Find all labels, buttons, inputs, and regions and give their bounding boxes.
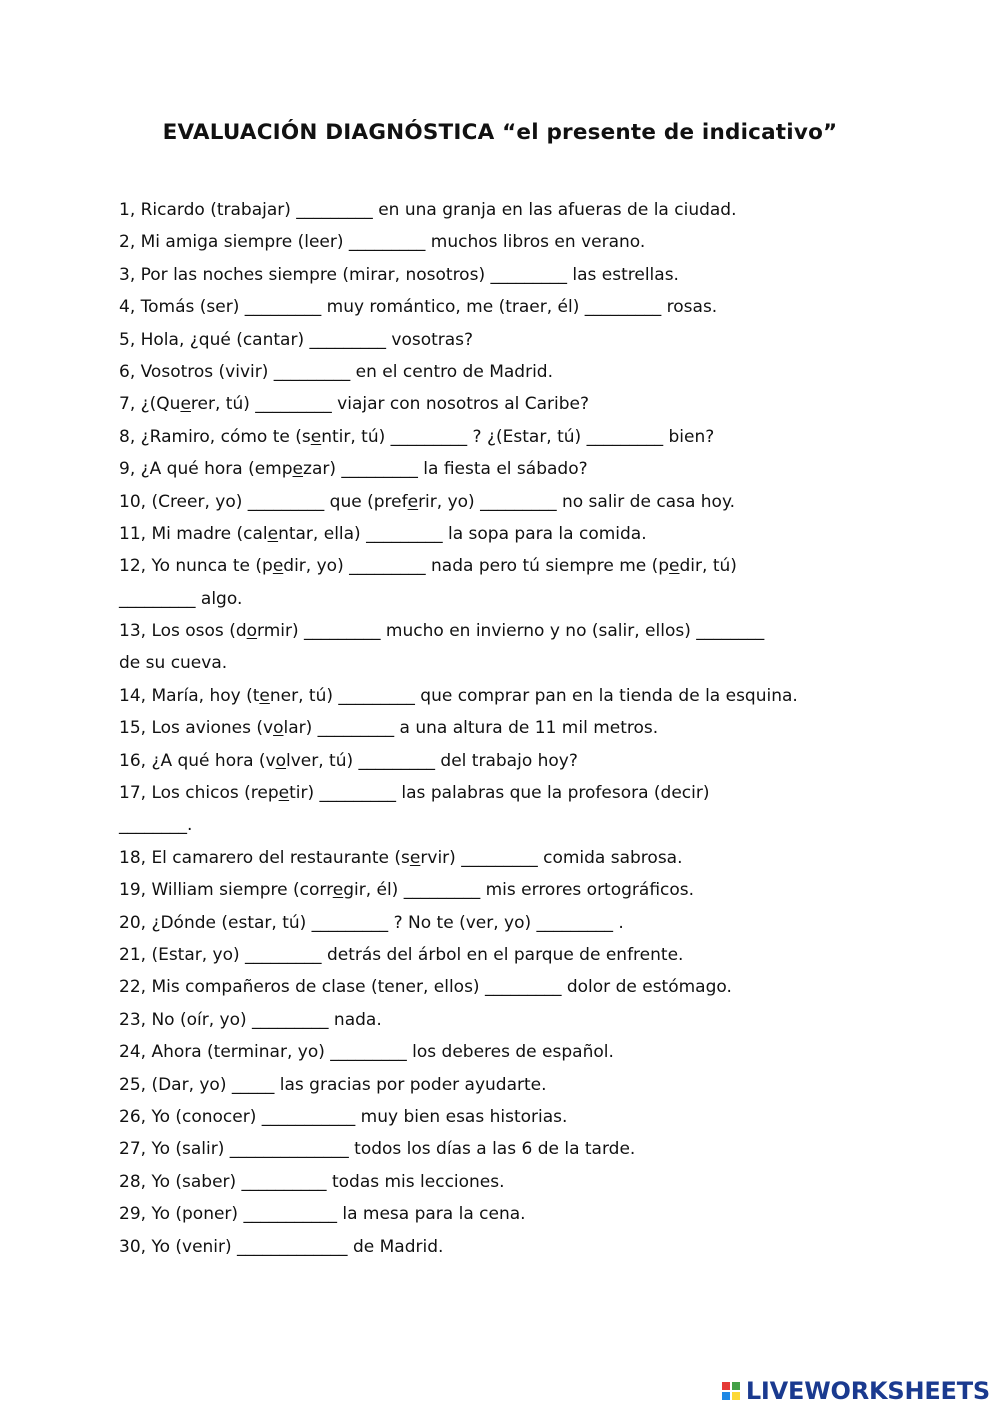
exercise-line — [119, 453, 919, 485]
exercise-text: 14, María, hoy (t — [119, 685, 260, 706]
exercise-text: 30, Yo (venir) _____________ de Madrid. — [119, 1236, 444, 1257]
exercise-text: zar) _________ la fiesta el sábado? — [303, 459, 588, 480]
exercise-text: ntir, tú) _________ ? ¿(Estar, tú) _________ bien? — [321, 426, 715, 447]
exercise-text: tir) _________ las palabras que la profesora (decir) — [289, 783, 710, 804]
exercise-text: 16, ¿A qué hora (v — [119, 750, 276, 771]
exercise-text: 23, No (oír, yo) _________ nada. — [119, 1009, 382, 1030]
exercise-text: 1, Ricardo (trabajar) _________ en una granja en las afueras de la ciudad. — [119, 200, 737, 220]
exercise-text: _________ algo. — [119, 588, 243, 609]
exercise-text: 9, ¿A qué hora (emp — [119, 459, 293, 480]
exercise-text: gir, él) _________ mis errores ortográficos. — [343, 880, 695, 901]
exercise-text: 3, Por las noches siempre (mirar, nosotros) _________ las estrellas. — [119, 264, 679, 285]
exercise-line — [119, 421, 919, 453]
exercise-text: lar) _________ a una altura de 11 mil metros. — [283, 718, 659, 739]
stressed-vowel: o — [273, 718, 284, 739]
exercise-text: rvir) _________ comida sabrosa. — [420, 847, 683, 868]
exercise-line — [119, 550, 919, 582]
stressed-vowel: o — [275, 750, 287, 771]
exercise-line — [119, 615, 919, 647]
stressed-vowel: e — [278, 783, 290, 804]
exercise-text: dir, yo) _________ nada pero tú siempre me (p — [283, 556, 670, 577]
exercise-text: 12, Yo nunca te (p — [119, 556, 273, 577]
exercise-text: 10, (Creer, yo) _________ que (pref — [119, 491, 408, 512]
exercise-line — [119, 259, 919, 291]
exercise-line — [119, 1036, 919, 1068]
exercise-text: ntar, ella) _________ la sopa para la comida. — [278, 523, 647, 544]
exercise-text: ner, tú) _________ que comprar pan en la tienda de la esquina. — [269, 685, 798, 706]
logo-square — [722, 1382, 730, 1390]
stressed-vowel: e — [180, 394, 191, 415]
exercise-line — [119, 1198, 919, 1230]
exercise-line — [119, 777, 919, 809]
exercise-line — [119, 388, 919, 420]
exercise-line — [119, 1069, 919, 1101]
exercise-text: 21, (Estar, yo) _________ detrás del árbol en el parque de enfrente. — [119, 944, 684, 965]
exercise-line — [119, 1133, 919, 1165]
exercise-text: rmir) _________ mucho en invierno y no (salir, ellos) ________ — [257, 621, 765, 642]
exercise-text: 29, Yo (poner) ___________ la mesa para la cena. — [119, 1204, 526, 1225]
exercise-text: lver, tú) _________ del trabajo hoy? — [286, 750, 578, 771]
exercise-text: 18, El camarero del restaurante (s — [119, 847, 410, 868]
stressed-vowel: e — [259, 685, 270, 706]
exercise-text: 5, Hola, ¿qué (cantar) _________ vosotras? — [119, 329, 474, 350]
exercise-line — [119, 712, 919, 744]
exercise-line — [119, 1166, 919, 1198]
logo-square — [722, 1392, 730, 1400]
logo-icon — [722, 1382, 740, 1400]
exercise-text: 17, Los chicos (rep — [119, 783, 279, 804]
exercise-text: de su cueva. — [119, 653, 228, 674]
exercise-line — [119, 518, 919, 550]
exercise-text: ________. — [119, 815, 193, 836]
exercise-text: 8, ¿Ramiro, cómo te (s — [119, 426, 311, 447]
liveworksheets-logo — [722, 1377, 990, 1405]
worksheet-title: EVALUACIÓN DIAGNÓSTICA “el presente de indicativo” — [162, 120, 838, 145]
exercise-text: 4, Tomás (ser) _________ muy romántico, me (traer, él) _________ rosas. — [119, 297, 718, 318]
exercise-line — [119, 291, 919, 323]
exercise-text: rer, tú) _________ viajar con nosotros al Caribe? — [190, 394, 590, 415]
exercise-text: 28, Yo (saber) __________ todas mis lecciones. — [119, 1171, 505, 1192]
stressed-vowel: e — [669, 556, 680, 577]
stressed-vowel: o — [246, 621, 258, 642]
exercise-line — [119, 874, 919, 906]
exercise-line — [119, 583, 919, 615]
exercise-text: 6, Vosotros (vivir) _________ en el centro de Madrid. — [119, 361, 553, 382]
exercise-text: 11, Mi madre (cal — [119, 523, 268, 544]
exercise-line — [119, 356, 919, 388]
stressed-vowel: e — [310, 426, 322, 447]
exercise-line — [119, 939, 919, 971]
brand-name: LIVEWORKSHEETS — [745, 1377, 990, 1405]
exercise-line — [119, 680, 919, 712]
stressed-vowel: e — [292, 459, 304, 480]
exercise-line — [119, 907, 919, 939]
stressed-vowel: e — [332, 880, 344, 901]
exercise-text: 26, Yo (conocer) ___________ muy bien esas historias. — [119, 1106, 568, 1127]
exercise-line — [119, 971, 919, 1003]
exercise-line — [119, 486, 919, 518]
exercise-text: 2, Mi amiga siempre (leer) _________ muchos libros en verano. — [119, 232, 646, 253]
exercise-line — [119, 194, 919, 226]
exercise-line — [119, 842, 919, 874]
exercise-line — [119, 809, 919, 841]
exercise-line — [119, 1004, 919, 1036]
exercise-text: 13, Los osos (d — [119, 621, 247, 642]
exercise-text: 25, (Dar, yo) _____ las gracias por poder ayudarte. — [119, 1074, 547, 1095]
exercise-text: 15, Los aviones (v — [119, 718, 274, 739]
stressed-vowel: e — [267, 523, 279, 544]
stressed-vowel: e — [272, 556, 284, 577]
exercise-line — [119, 745, 919, 777]
exercise-line — [119, 324, 919, 356]
exercise-text: dir, tú) — [679, 556, 737, 577]
exercise-line — [119, 226, 919, 258]
logo-square — [732, 1382, 740, 1390]
exercise-text: 19, William siempre (corr — [119, 880, 333, 901]
stressed-vowel: e — [409, 847, 421, 868]
stressed-vowel: e — [407, 491, 419, 512]
exercise-text: rir, yo) _________ no salir de casa hoy. — [418, 491, 735, 512]
exercise-line — [119, 1101, 919, 1133]
exercise-line — [119, 647, 919, 679]
exercise-text: 22, Mis compañeros de clase (tener, ellos) _________ dolor de estómago. — [119, 977, 732, 998]
exercise-text: 27, Yo (salir) ______________ todos los días a las 6 de la tarde. — [119, 1139, 636, 1160]
exercise-text: 20, ¿Dónde (estar, tú) _________ ? No te (ver, yo) _________ . — [119, 912, 624, 933]
exercise-line — [119, 1231, 919, 1263]
logo-square — [732, 1392, 740, 1400]
exercise-text: 24, Ahora (terminar, yo) _________ los deberes de español. — [119, 1042, 614, 1063]
exercise-list — [119, 194, 919, 1263]
exercise-text: 7, ¿(Qu — [119, 394, 181, 415]
